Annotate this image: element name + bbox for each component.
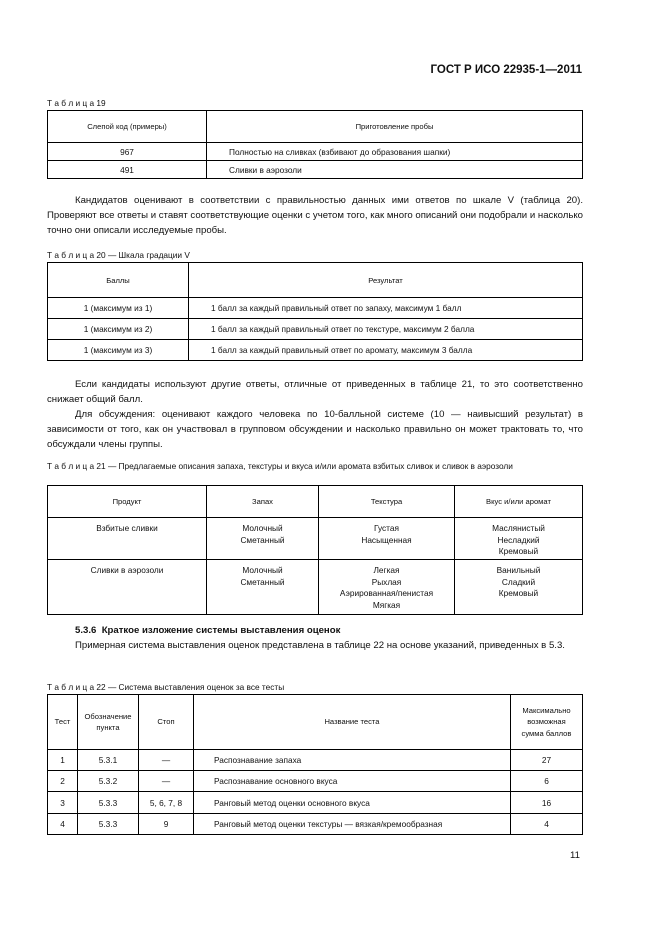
table-22-test: 2	[48, 771, 78, 792]
section-paragraph-text: Примерная система выставления оценок представлена в таблице 22 на основе указаний, приведенных в 5.3.	[75, 640, 565, 651]
table-20-score: 1 (максимум из 2)	[48, 319, 189, 340]
table-22-header-test: Тест	[48, 695, 78, 750]
table-22-header-stop: Стоп	[139, 695, 194, 750]
table-21-texture: Легкая Рыхлая Аэрированная/пенистая Мягкая	[319, 560, 455, 615]
table-22-header-clause: Обозначение пункта	[78, 695, 139, 750]
table-21-texture: Густая Насыщенная	[319, 518, 455, 560]
table-21-product: Взбитые сливки	[48, 518, 207, 560]
table-20-header-result: Результат	[189, 263, 583, 298]
table-20-caption: Т а б л и ц а 20 — Шкала градации V	[47, 250, 190, 260]
table-22-stop: 9	[139, 814, 194, 835]
table-22-name: Ранговый метод оценки текстуры — вязкая/кремообразная	[194, 814, 511, 835]
table-19-prep: Сливки в аэрозоли	[207, 161, 583, 179]
table-22-max: 27	[511, 750, 583, 771]
paragraph-discussion-text: Для обсуждения: оценивают каждого человека по 10-балльной системе (10 — наивысший результат) в зависимости от того, как он участвовал в групповом обсуждении и насколько правильно он может трактовать то, что обсуждали члены группы.	[47, 409, 583, 451]
table-22-test: 1	[48, 750, 78, 771]
table-21	[47, 485, 583, 615]
table-21-smell: Молочный Сметанный	[207, 518, 319, 560]
table-22-name: Распознавание основного вкуса	[194, 771, 511, 792]
table-row	[48, 518, 583, 560]
table-row	[48, 792, 583, 814]
table-row	[48, 298, 583, 319]
section-title: Краткое изложение системы выставления оценок	[101, 625, 341, 636]
table-20-result: 1 балл за каждый правильный ответ по аромату, максимум 3 балла	[189, 340, 583, 361]
table-19	[47, 110, 583, 179]
table-22-name: Распознавание запаха	[194, 750, 511, 771]
table-22-max: 6	[511, 771, 583, 792]
table-21-header-taste: Вкус и/или аромат	[455, 486, 583, 518]
paragraph-other-answers	[47, 377, 583, 407]
table-row	[48, 750, 583, 771]
table-21-header-smell: Запах	[207, 486, 319, 518]
table-21-header-texture: Текстура	[319, 486, 455, 518]
table-22-stop: —	[139, 771, 194, 792]
table-22-max: 16	[511, 792, 583, 814]
table-row	[48, 143, 583, 161]
table-22-test: 4	[48, 814, 78, 835]
paragraph-discussion	[47, 407, 583, 453]
table-row	[48, 771, 583, 792]
table-22-clause: 5.3.1	[78, 750, 139, 771]
table-22-test: 3	[48, 792, 78, 814]
table-21-smell: Молочный Сметанный	[207, 560, 319, 615]
table-19-header-code: Слепой код (примеры)	[48, 111, 207, 143]
table-19-caption: Т а б л и ц а 19	[47, 98, 106, 108]
table-22-stop: —	[139, 750, 194, 771]
table-22-clause: 5.3.2	[78, 771, 139, 792]
table-row	[48, 560, 583, 615]
document-header: ГОСТ Р ИСО 22935-1—2011	[430, 64, 582, 76]
table-21-header-product: Продукт	[48, 486, 207, 518]
table-21-taste: Ванильный Сладкий Кремовый	[455, 560, 583, 615]
table-22	[47, 694, 583, 835]
table-19-code: 491	[48, 161, 207, 179]
table-22-stop: 5, 6, 7, 8	[139, 792, 194, 814]
paragraph-grading-text: Кандидатов оценивают в соответствии с правильностью данных ими ответов по шкале V (таблица 20). Проверяют все ответы и ставят соответствующие оценки с учетом того, как много описаний они подобрали и насколько точно они описали исследуемые пробы.	[47, 195, 583, 237]
table-22-header-max: Максимально возможная сумма баллов	[511, 695, 583, 750]
paragraph-grading	[47, 193, 583, 239]
table-row	[48, 319, 583, 340]
table-19-header-prep: Приготовление пробы	[207, 111, 583, 143]
table-20-header-score: Баллы	[48, 263, 189, 298]
table-22-max: 4	[511, 814, 583, 835]
section-heading	[75, 625, 340, 636]
page-number: 11	[570, 850, 580, 861]
table-22-clause: 5.3.3	[78, 792, 139, 814]
table-20-result: 1 балл за каждый правильный ответ по запаху, максимум 1 балл	[189, 298, 583, 319]
table-22-name: Ранговый метод оценки основного вкуса	[194, 792, 511, 814]
table-21-caption: Т а б л и ц а 21 — Предлагаемые описания запаха, текстуры и вкуса и/или аромата взбитых сливок и сливок в аэрозоли	[47, 461, 513, 471]
table-20-result: 1 балл за каждый правильный ответ по текстуре, максимум 2 балла	[189, 319, 583, 340]
table-row	[48, 161, 583, 179]
table-22-header-name: Название теста	[194, 695, 511, 750]
table-22-clause: 5.3.3	[78, 814, 139, 835]
paragraph-other-answers-text: Если кандидаты используют другие ответы, отличные от приведенных в таблице 21, то это соответственно снижает общий балл.	[47, 379, 583, 406]
table-22-caption: Т а б л и ц а 22 — Система выставления оценок за все тесты	[47, 682, 285, 692]
table-19-code: 967	[48, 143, 207, 161]
table-19-prep: Полностью на сливках (взбивают до образования шапки)	[207, 143, 583, 161]
table-row	[48, 814, 583, 835]
section-paragraph	[47, 638, 583, 653]
table-20-score: 1 (максимум из 3)	[48, 340, 189, 361]
table-20-score: 1 (максимум из 1)	[48, 298, 189, 319]
table-row	[48, 340, 583, 361]
section-number: 5.3.6	[75, 625, 97, 636]
table-21-taste: Маслянистый Несладкий Кремовый	[455, 518, 583, 560]
table-21-product: Сливки в аэрозоли	[48, 560, 207, 615]
table-20	[47, 262, 583, 361]
